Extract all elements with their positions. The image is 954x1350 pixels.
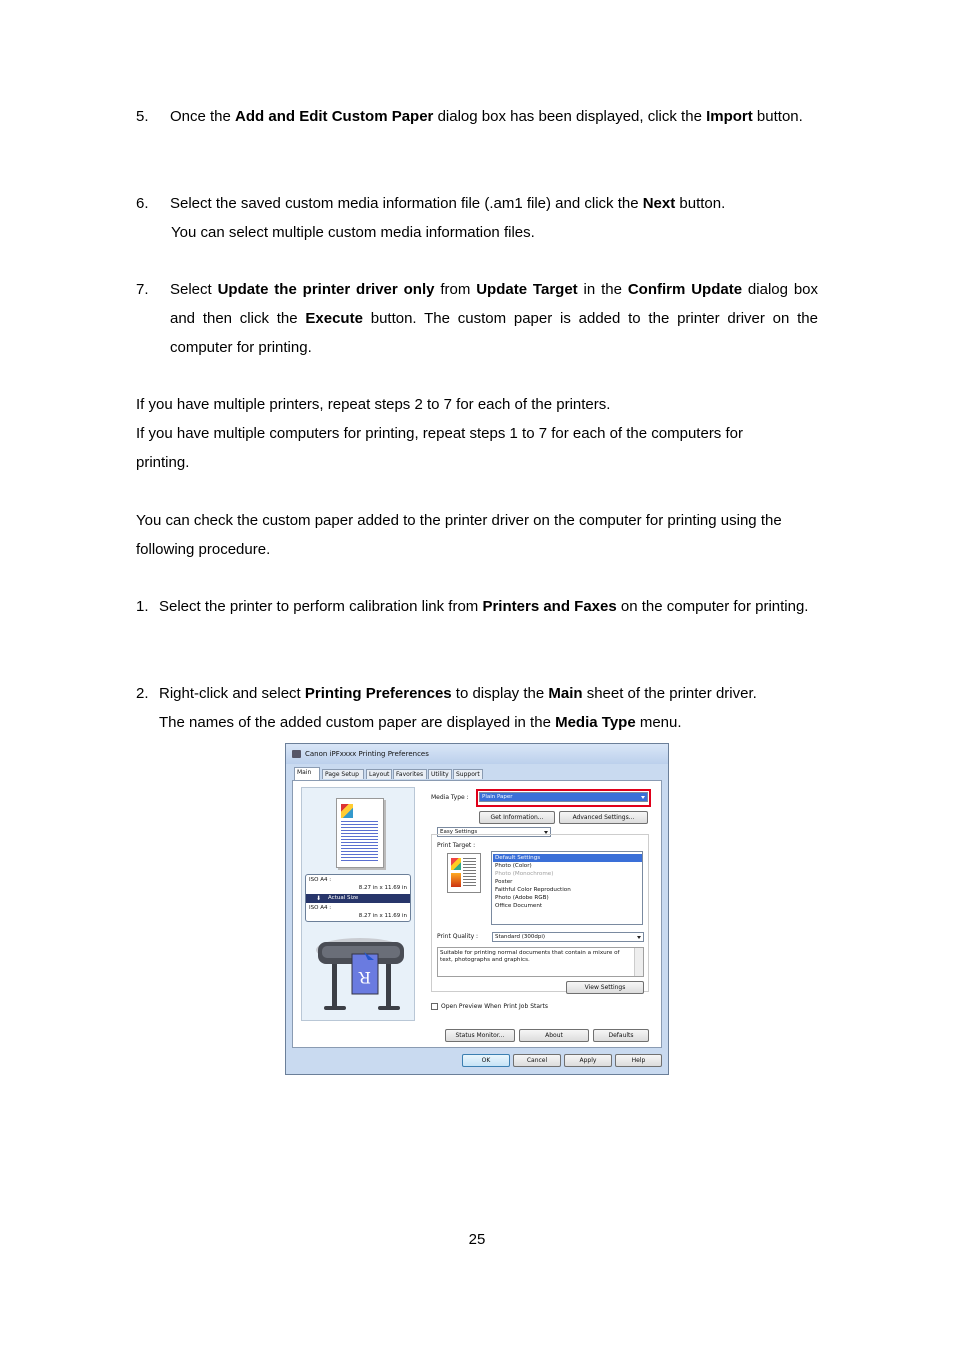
list-item[interactable]: Office Document (495, 903, 543, 909)
status-monitor-button[interactable]: Status Monitor... (445, 1029, 515, 1042)
step-5 (136, 102, 818, 131)
step-text: Select the printer to perform calibration link from Printers and Faxes on the computer for printing. (159, 598, 809, 615)
ok-button[interactable]: OK (462, 1054, 510, 1067)
list-item[interactable]: Default Settings (493, 854, 642, 862)
chevron-down-icon (641, 796, 645, 799)
open-preview-label: Open Preview When Print Job Starts (441, 1003, 548, 1010)
print-quality-label: Print Quality : (437, 933, 479, 940)
chevron-down-icon (637, 936, 641, 939)
description-box: Suitable for printing normal documents that contain a mixure of text, photographs and graphics. (437, 947, 644, 977)
step-7 (136, 275, 818, 362)
page-number: 25 (468, 1231, 486, 1248)
check-procedure-paragraph: You can check the custom paper added to the printer driver on the computer for printing using the following procedure. (136, 512, 782, 558)
list-item[interactable]: Poster (495, 879, 513, 885)
paper-preview (336, 798, 384, 868)
main-sheet-panel (292, 780, 662, 1048)
step-6 (136, 189, 818, 247)
tab-layout[interactable]: Layout (366, 769, 392, 779)
tab-main[interactable]: Main (294, 767, 320, 780)
list-item[interactable]: Photo (Color) (495, 863, 532, 869)
advanced-settings-button[interactable]: Advanced Settings... (559, 811, 648, 824)
step-number: 5. (136, 108, 149, 125)
printing-preferences-dialog (285, 743, 669, 1075)
apply-button[interactable]: Apply (564, 1054, 612, 1067)
list-item: Photo (Monochrome) (495, 871, 554, 877)
text-lines (341, 821, 378, 863)
print-target-thumbnail (447, 853, 481, 893)
get-information-button[interactable]: Get Information... (479, 811, 555, 824)
defaults-button[interactable]: Defaults (593, 1029, 649, 1042)
print-preview-area (301, 787, 415, 1021)
tab-support[interactable]: Support (453, 769, 483, 779)
list-item[interactable]: Photo (Adobe RGB) (495, 895, 549, 901)
media-type-label: Media Type : (431, 794, 469, 801)
svg-text:R: R (358, 968, 372, 987)
check-step-1 (136, 592, 818, 621)
step-text: Once the Add and Edit Custom Paper dialog box has been displayed, click the Import button. (170, 108, 803, 125)
step-number: 1. (136, 598, 149, 615)
description-scrollbar[interactable] (634, 948, 643, 976)
dialog-title: Canon iPFxxxx Printing Preferences (305, 750, 429, 758)
photo-thumbnail (341, 804, 353, 818)
printer-icon (292, 750, 301, 758)
list-item[interactable]: Faithful Color Reproduction (495, 887, 571, 893)
arrow-down-icon: ⬇ (316, 895, 322, 902)
cancel-button[interactable]: Cancel (513, 1054, 561, 1067)
media-type-select[interactable]: Plain Paper (479, 792, 648, 802)
print-quality-select[interactable]: Standard (300dpi) (492, 932, 644, 942)
check-step-2 (136, 679, 818, 737)
print-target-list[interactable] (491, 851, 643, 925)
step-text: Right-click and select Printing Preferences to display the Main sheet of the printer driver. The names of the added custom paper are displayed in the Media Type menu. (159, 685, 757, 731)
step-number: 7. (136, 281, 149, 298)
paper-size-info: ISO A4 : 8.27 in x 11.69 in ⬇ Actual Size ISO A4 : 8.27 in x 11.69 in (305, 874, 411, 922)
tab-page-setup[interactable]: Page Setup (322, 769, 364, 779)
dialog-titlebar (286, 744, 668, 764)
print-target-label: Print Target : (437, 842, 476, 849)
printer-illustration-icon (312, 930, 408, 1018)
view-settings-button[interactable]: View Settings (566, 981, 644, 994)
step-number: 2. (136, 685, 149, 702)
step-text: Select Update the printer driver only from Update Target in the Confirm Update dialog box and then click the Execute button. The custom paper is added to the printer driver on the computer for printing. (170, 281, 819, 356)
help-button[interactable]: Help (615, 1054, 662, 1067)
about-button[interactable]: About (519, 1029, 589, 1042)
actual-size-row: ⬇ Actual Size (306, 894, 410, 903)
step-number: 6. (136, 195, 149, 212)
open-preview-checkbox[interactable] (431, 1003, 438, 1010)
tab-favorites[interactable]: Favorites (393, 769, 427, 779)
tab-utility[interactable]: Utility (428, 769, 452, 779)
multiple-printers-paragraph: If you have multiple printers, repeat steps 2 to 7 for each of the printers. If you have multiple computers for printing, repeat steps 1 to 7 for each of the computers for printing. (136, 396, 743, 471)
step-note: You can select multiple custom media information files. (171, 224, 535, 241)
easy-settings-select[interactable]: Easy Settings (437, 827, 551, 837)
step-text: Select the saved custom media information file (.am1 file) and click the Next button. You can select multiple custom media information files. (170, 195, 726, 241)
